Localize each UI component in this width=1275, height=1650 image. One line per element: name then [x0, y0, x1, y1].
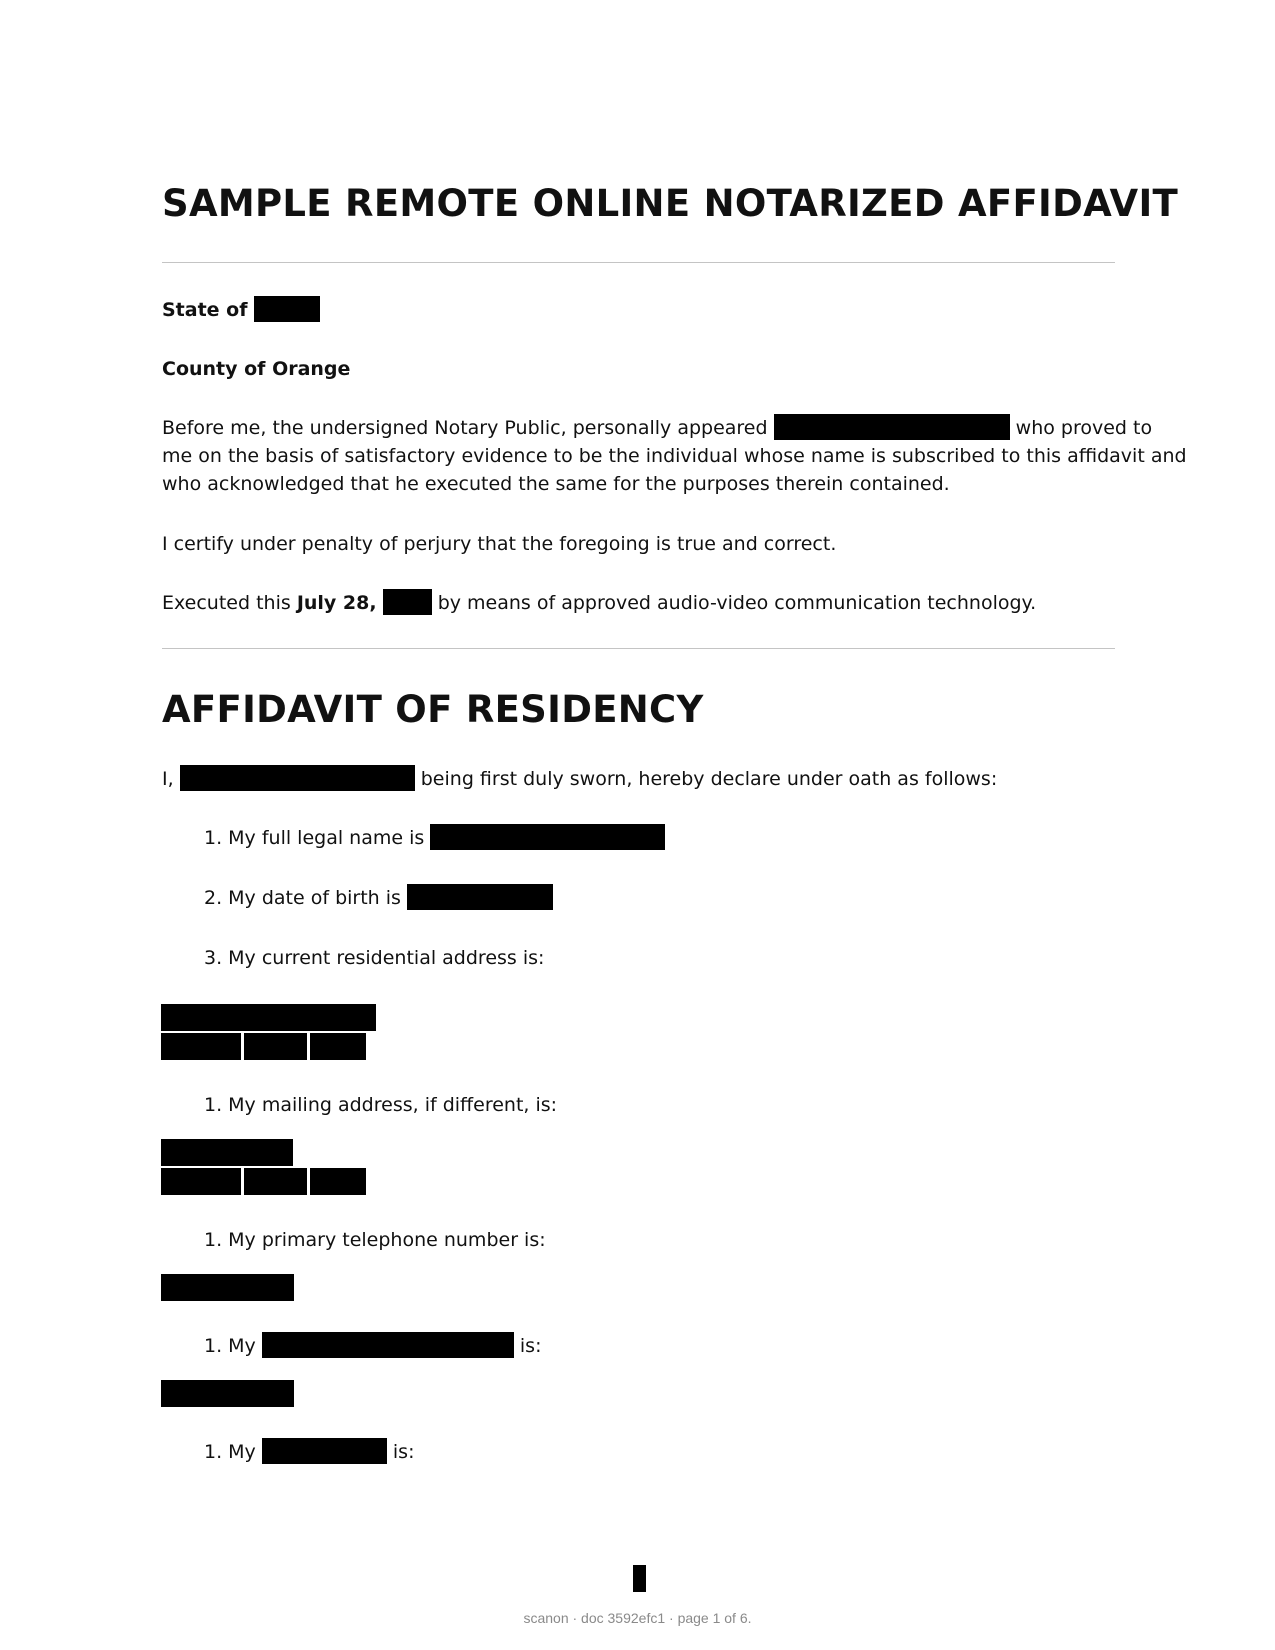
item-residential-address: 3. My current residential address is:	[204, 947, 545, 969]
redaction-full-name	[430, 824, 665, 850]
redaction-mailing-city	[161, 1168, 241, 1195]
page-footer: scanon · doc 3592efc1 · page 1 of 6.	[523, 1610, 752, 1626]
redaction-mailing-state	[244, 1168, 307, 1195]
divider-middle	[162, 648, 1115, 649]
item-date-of-birth: 2. My date of birth is	[204, 884, 553, 912]
redaction-appearer-name	[774, 414, 1010, 440]
declaration-line: I, being first duly sworn, hereby declare under oath as follows:	[162, 765, 997, 793]
state-label: State of	[162, 299, 248, 321]
item-mailing-address: 1. My mailing address, if different, is:	[204, 1094, 558, 1116]
document-title: SAMPLE REMOTE ONLINE NOTARIZED AFFIDAVIT	[162, 182, 1179, 225]
executed-line: Executed this July 28, by means of approved audio-video communication technology.	[162, 589, 1036, 617]
redaction-footer-mark	[633, 1565, 646, 1592]
divider-top	[162, 262, 1115, 263]
item-redacted-b: 1. My is:	[204, 1438, 415, 1466]
redaction-address-zip	[310, 1033, 366, 1060]
redaction-item-b-label	[262, 1438, 387, 1464]
item-full-name: 1. My full legal name is	[204, 824, 665, 852]
redaction-dob	[407, 884, 553, 910]
certify-statement: I certify under penalty of perjury that the foregoing is true and correct.	[162, 533, 837, 555]
item-redacted-a: 1. My is:	[204, 1332, 542, 1360]
item-telephone: 1. My primary telephone number is:	[204, 1229, 546, 1251]
notary-paragraph-line3: who acknowledged that he executed the same for the purposes therein contained.	[162, 473, 950, 495]
notary-paragraph-line1: Before me, the undersigned Notary Public, personally appeared who proved to	[162, 414, 1152, 442]
redaction-address-line1	[161, 1004, 376, 1031]
redaction-item-a-value	[161, 1380, 294, 1407]
county-line: County of Orange	[162, 358, 351, 380]
redaction-mailing-zip	[310, 1168, 366, 1195]
redaction-state	[254, 296, 320, 322]
section-title: AFFIDAVIT OF RESIDENCY	[162, 688, 704, 731]
notary-paragraph-line2: me on the basis of satisfactory evidence to be the individual whose name is subscribed to this affidavit and	[162, 445, 1187, 467]
redaction-item-a-label	[262, 1332, 514, 1358]
redaction-address-city	[161, 1033, 241, 1060]
redaction-year	[383, 589, 432, 615]
redaction-address-state	[244, 1033, 307, 1060]
redaction-mailing-line1	[161, 1139, 293, 1166]
executed-date: July 28,	[296, 592, 377, 614]
redaction-declarant-name	[180, 765, 415, 791]
state-line	[162, 296, 320, 324]
redaction-telephone	[161, 1274, 294, 1301]
